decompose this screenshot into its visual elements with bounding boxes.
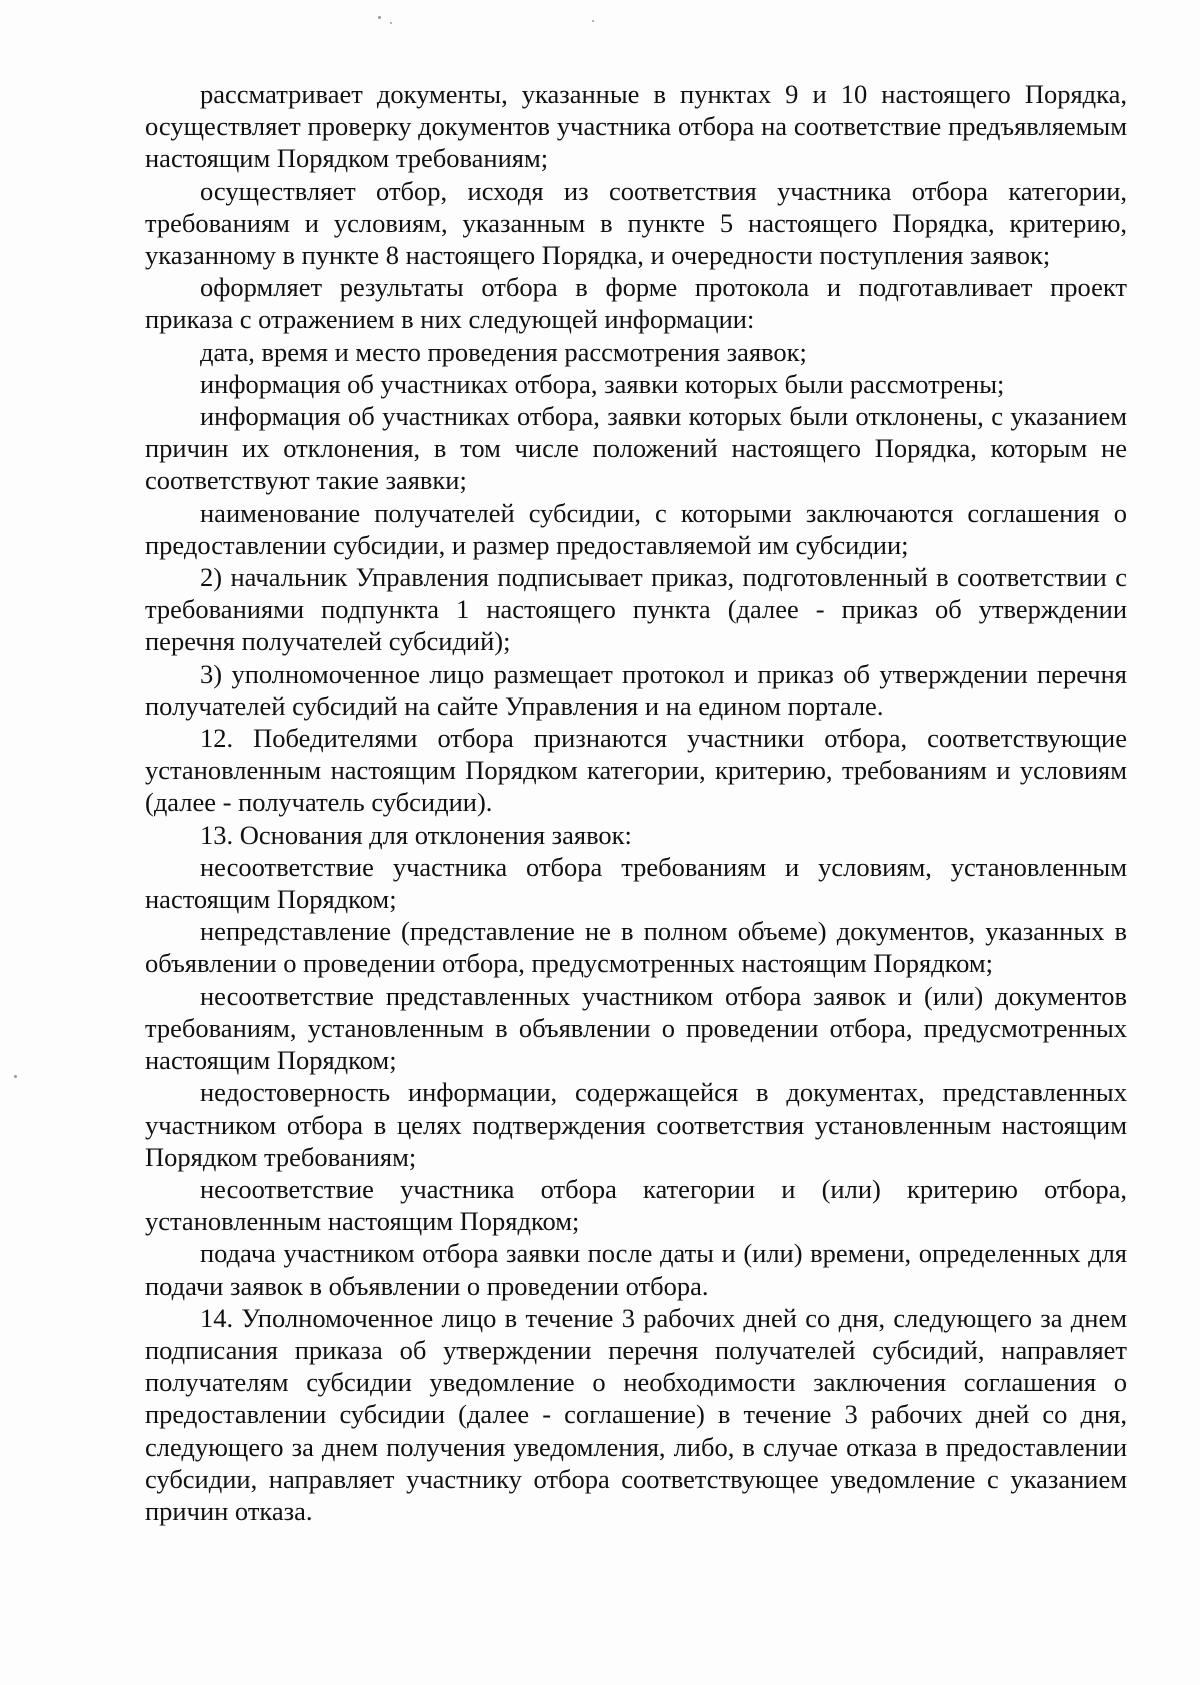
paragraph: наименование получателей субсидии, с которыми заключаются соглашения о предоставлении субсидии, и размер предоставляемой им субсидии; (145, 497, 1127, 560)
paragraph: 14. Уполномоченное лицо в течение 3 рабочих дней со дня, следующего за днем подписания приказа об утверждении перечня получателей субсидий, направляет получателям субсидии уведомление о необходимости заключения соглашения о предоставлении субсидии (далее - соглашение) в течение 3 рабочих дней со дня, следующего за днем получения уведомления, либо, в случае отказа в предоставлении субсидии, направляет участнику отбора соответствующее уведомление с указанием причин отказа. (145, 1302, 1127, 1526)
paragraph: несоответствие участника отбора требованиям и условиям, установленным настоящим Порядком; (145, 851, 1127, 915)
scan-speck (592, 20, 594, 22)
paragraph: непредставление (представление не в полном объеме) документов, указанных в объявлении о проведении отбора, предусмотренных настоящим Порядком; (145, 916, 1127, 979)
paragraph: рассматривает документы, указанные в пунктах 9 и 10 настоящего Порядка, осуществляет проверку документов участника отбора на соответствие предъявляемым настоящим Порядком требованиям; (145, 79, 1127, 174)
paragraph: 12. Победителями отбора признаются участники отбора, соответствующие установленным настоящим Порядком категории, критерию, требованиям и условиям (далее - получатель субсидии). (145, 723, 1127, 818)
paragraph: несоответствие представленных участником отбора заявок и (или) документов требованиям, установленным в объявлении о проведении отбора, предусмотренных настоящим Порядком; (145, 980, 1127, 1076)
paragraph: дата, время и место проведения рассмотрения заявок; (200, 336, 807, 367)
paragraph: несоответствие участника отбора категории и (или) критерию отбора, установленным настоящим Порядком; (145, 1173, 1127, 1237)
paragraph: 2) начальник Управления подписывает приказ, подготовленный в соответствии с требованиями подпункта 1 настоящего пункта (далее - приказ об утверждении перечня получателей субсидий); (145, 562, 1127, 657)
scan-speck (378, 16, 381, 19)
scan-speck (390, 22, 392, 24)
paragraph: информация об участниках отбора, заявки которых были рассмотрены; (200, 368, 1005, 399)
paragraph: 13. Основания для отклонения заявок: (200, 819, 632, 850)
paragraph: информация об участниках отбора, заявки которых были отклонены, с указанием причин их отклонения, в том числе положений настоящего Порядка, которым не соответствуют такие заявки; (145, 401, 1127, 496)
paragraph: оформляет результаты отбора в форме протокола и подготавливает проект приказа с отражением в них следующей информации: (145, 272, 1127, 335)
paragraph: осуществляет отбор, исходя из соответствия участника отбора категории, требованиям и условиям, указанным в пункте 5 настоящего Порядка, критерию, указанному в пункте 8 настоящего Порядка, и очередности поступления заявок; (145, 175, 1127, 271)
document-body (145, 78, 1127, 1527)
paragraph: недостоверность информации, содержащейся в документах, представленных участником отбора в целях подтверждения соответствия установленным настоящим Порядком требованиям; (145, 1077, 1127, 1172)
paragraph: 3) уполномоченное лицо размещает протокол и приказ об утверждении перечня получателей субсидий на сайте Управления и на едином портале. (145, 658, 1127, 721)
scan-speck (14, 1075, 17, 1078)
paragraph: подача участником отбора заявки после даты и (или) времени, определенных для подачи заявок в объявлении о проведении отбора. (145, 1238, 1127, 1301)
